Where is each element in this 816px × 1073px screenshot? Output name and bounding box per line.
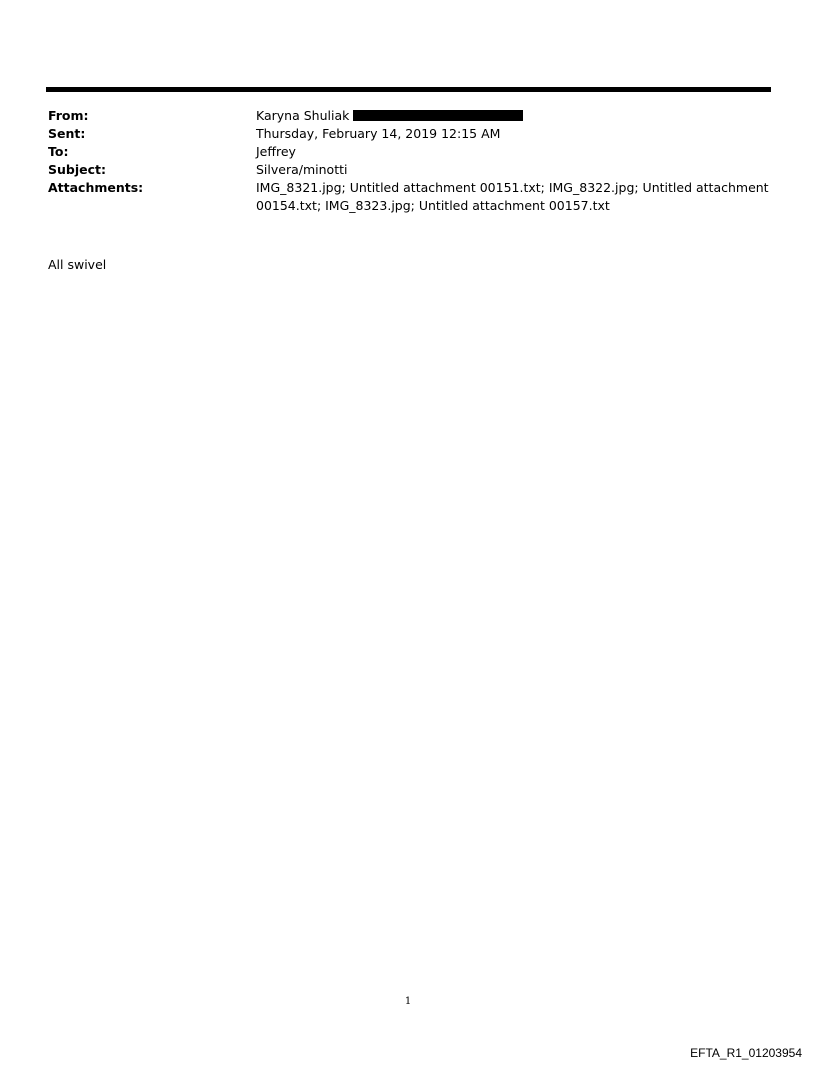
attachments-value: IMG_8321.jpg; Untitled attachment 00151.txt; IMG_8322.jpg; Untitled attachment 00154.txt; IMG_8323.jpg; Untitled attachment 00157.txt xyxy=(256,180,769,213)
page-number: 1 xyxy=(404,996,412,1007)
to-value: Jeffrey xyxy=(256,144,296,159)
attachments-row xyxy=(48,179,770,215)
attachments-label: Attachments: xyxy=(48,180,144,195)
to-row xyxy=(48,143,770,161)
to-label: To: xyxy=(48,144,69,159)
sent-label: Sent: xyxy=(48,126,86,141)
email-header xyxy=(48,107,770,215)
subject-value: Silvera/minotti xyxy=(256,162,348,177)
from-label: From: xyxy=(48,108,89,123)
from-value-container xyxy=(256,107,770,125)
from-value: Karyna Shuliak xyxy=(256,108,350,123)
header-divider xyxy=(46,87,771,92)
sent-row xyxy=(48,125,770,143)
from-row xyxy=(48,107,770,125)
redaction-block xyxy=(353,110,523,121)
subject-label: Subject: xyxy=(48,162,106,177)
email-body: All swivel xyxy=(48,257,107,272)
document-id: EFTA_R1_01203954 xyxy=(690,1046,802,1060)
subject-row xyxy=(48,161,770,179)
sent-value: Thursday, February 14, 2019 12:15 AM xyxy=(256,126,501,141)
